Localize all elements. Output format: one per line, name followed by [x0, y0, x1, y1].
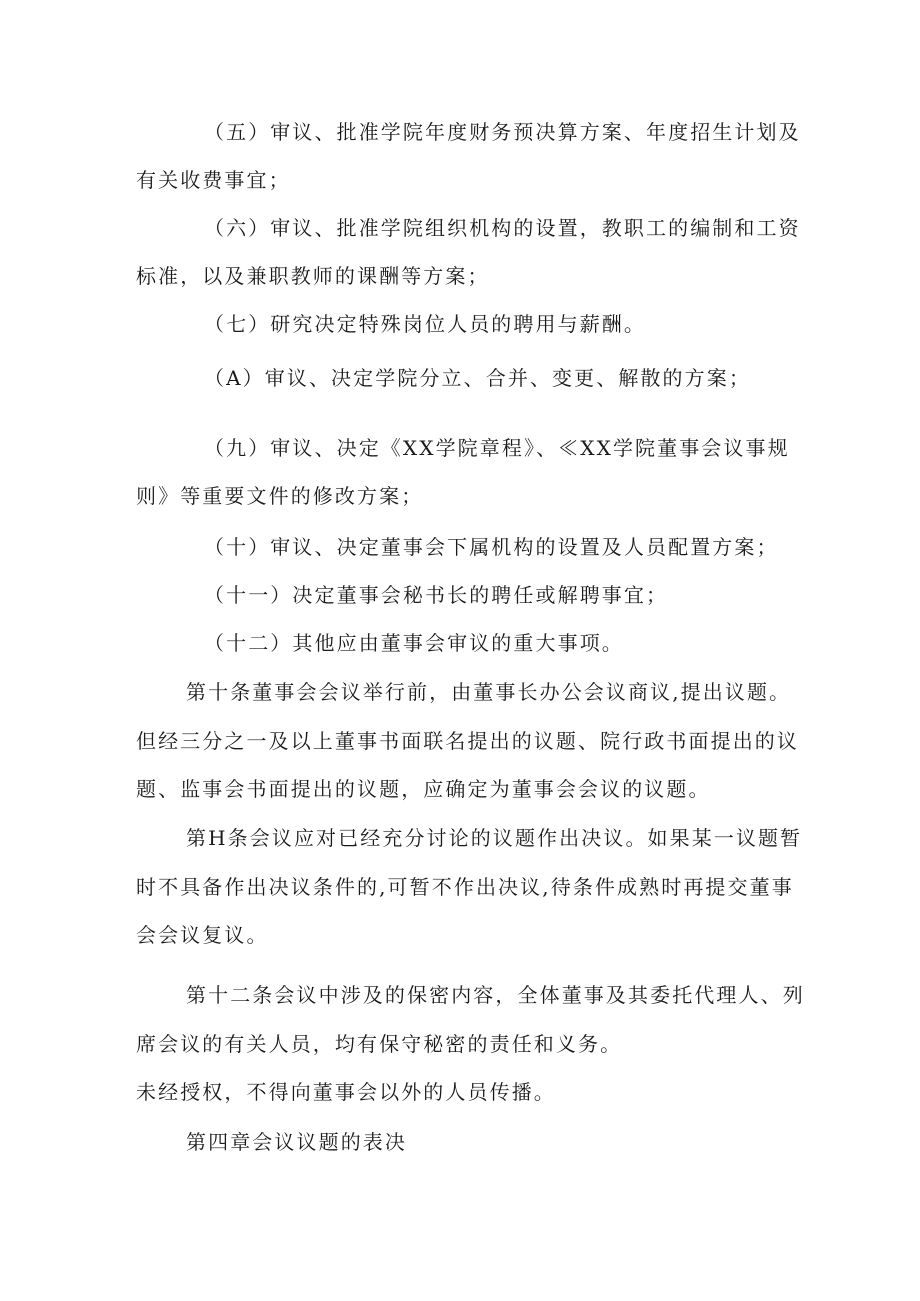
clause-10: （十）审议、决定董事会下属机构的设置及人员配置方案；	[204, 535, 779, 559]
clause-11: （十一）决定董事会秘书长的聘任或解聘事宜；	[204, 583, 669, 607]
clause-6-line-2: 标准，以及兼职教师的课酬等方案；	[136, 264, 490, 288]
article-10-line-1: 第十条董事会会议举行前，由董事长办公会议商议,提出议题。	[186, 680, 792, 704]
article-12-line-1: 第十二条会议中涉及的保密内容，全体董事及其委托代理人、列	[186, 983, 805, 1007]
article-11-line-2: 时不具备作出决议条件的,可暂不作出决议,待条件成熟时再提交董事	[136, 875, 794, 899]
clause-8: （A）审议、决定学院分立、合并、变更、解散的方案；	[204, 366, 751, 390]
clause-9-line-2: 则》等重要文件的修改方案；	[136, 484, 424, 508]
clause-5-line-1: （五）审议、批准学院年度财务预决算方案、年度招生计划及	[204, 120, 801, 144]
article-12-line-2: 席会议的有关人员，均有保守秘密的责任和义务。	[136, 1032, 623, 1056]
chapter-4-heading: 第四章会议议题的表决	[186, 1130, 407, 1154]
clause-6-line-1: （六）审议、批准学院组织机构的设置，教职工的编制和工资	[204, 216, 801, 240]
clause-9-line-1: （九）审议、决定《XX学院章程》、≪XX学院董事会议事规	[204, 436, 790, 460]
article-10-line-2: 但经三分之一及以上董事书面联名提出的议题、院行政书面提出的议	[136, 729, 799, 753]
article-11-line-1: 第H条会议应对已经充分讨论的议题作出决议。如果某一议题暂	[186, 826, 803, 850]
article-12-line-3: 未经授权，不得向董事会以外的人员传播。	[136, 1080, 556, 1104]
clause-12: （十二）其他应由董事会审议的重大事项。	[204, 631, 624, 655]
clause-5-line-2: 有关收费事宜；	[136, 168, 291, 192]
clause-7: （七）研究决定特殊岗位人员的聘用与薪酬。	[204, 312, 646, 336]
article-11-line-3: 会会议复议。	[136, 923, 269, 947]
article-10-line-3: 题、监事会书面提出的议题，应确定为董事会会议的议题。	[136, 777, 711, 801]
